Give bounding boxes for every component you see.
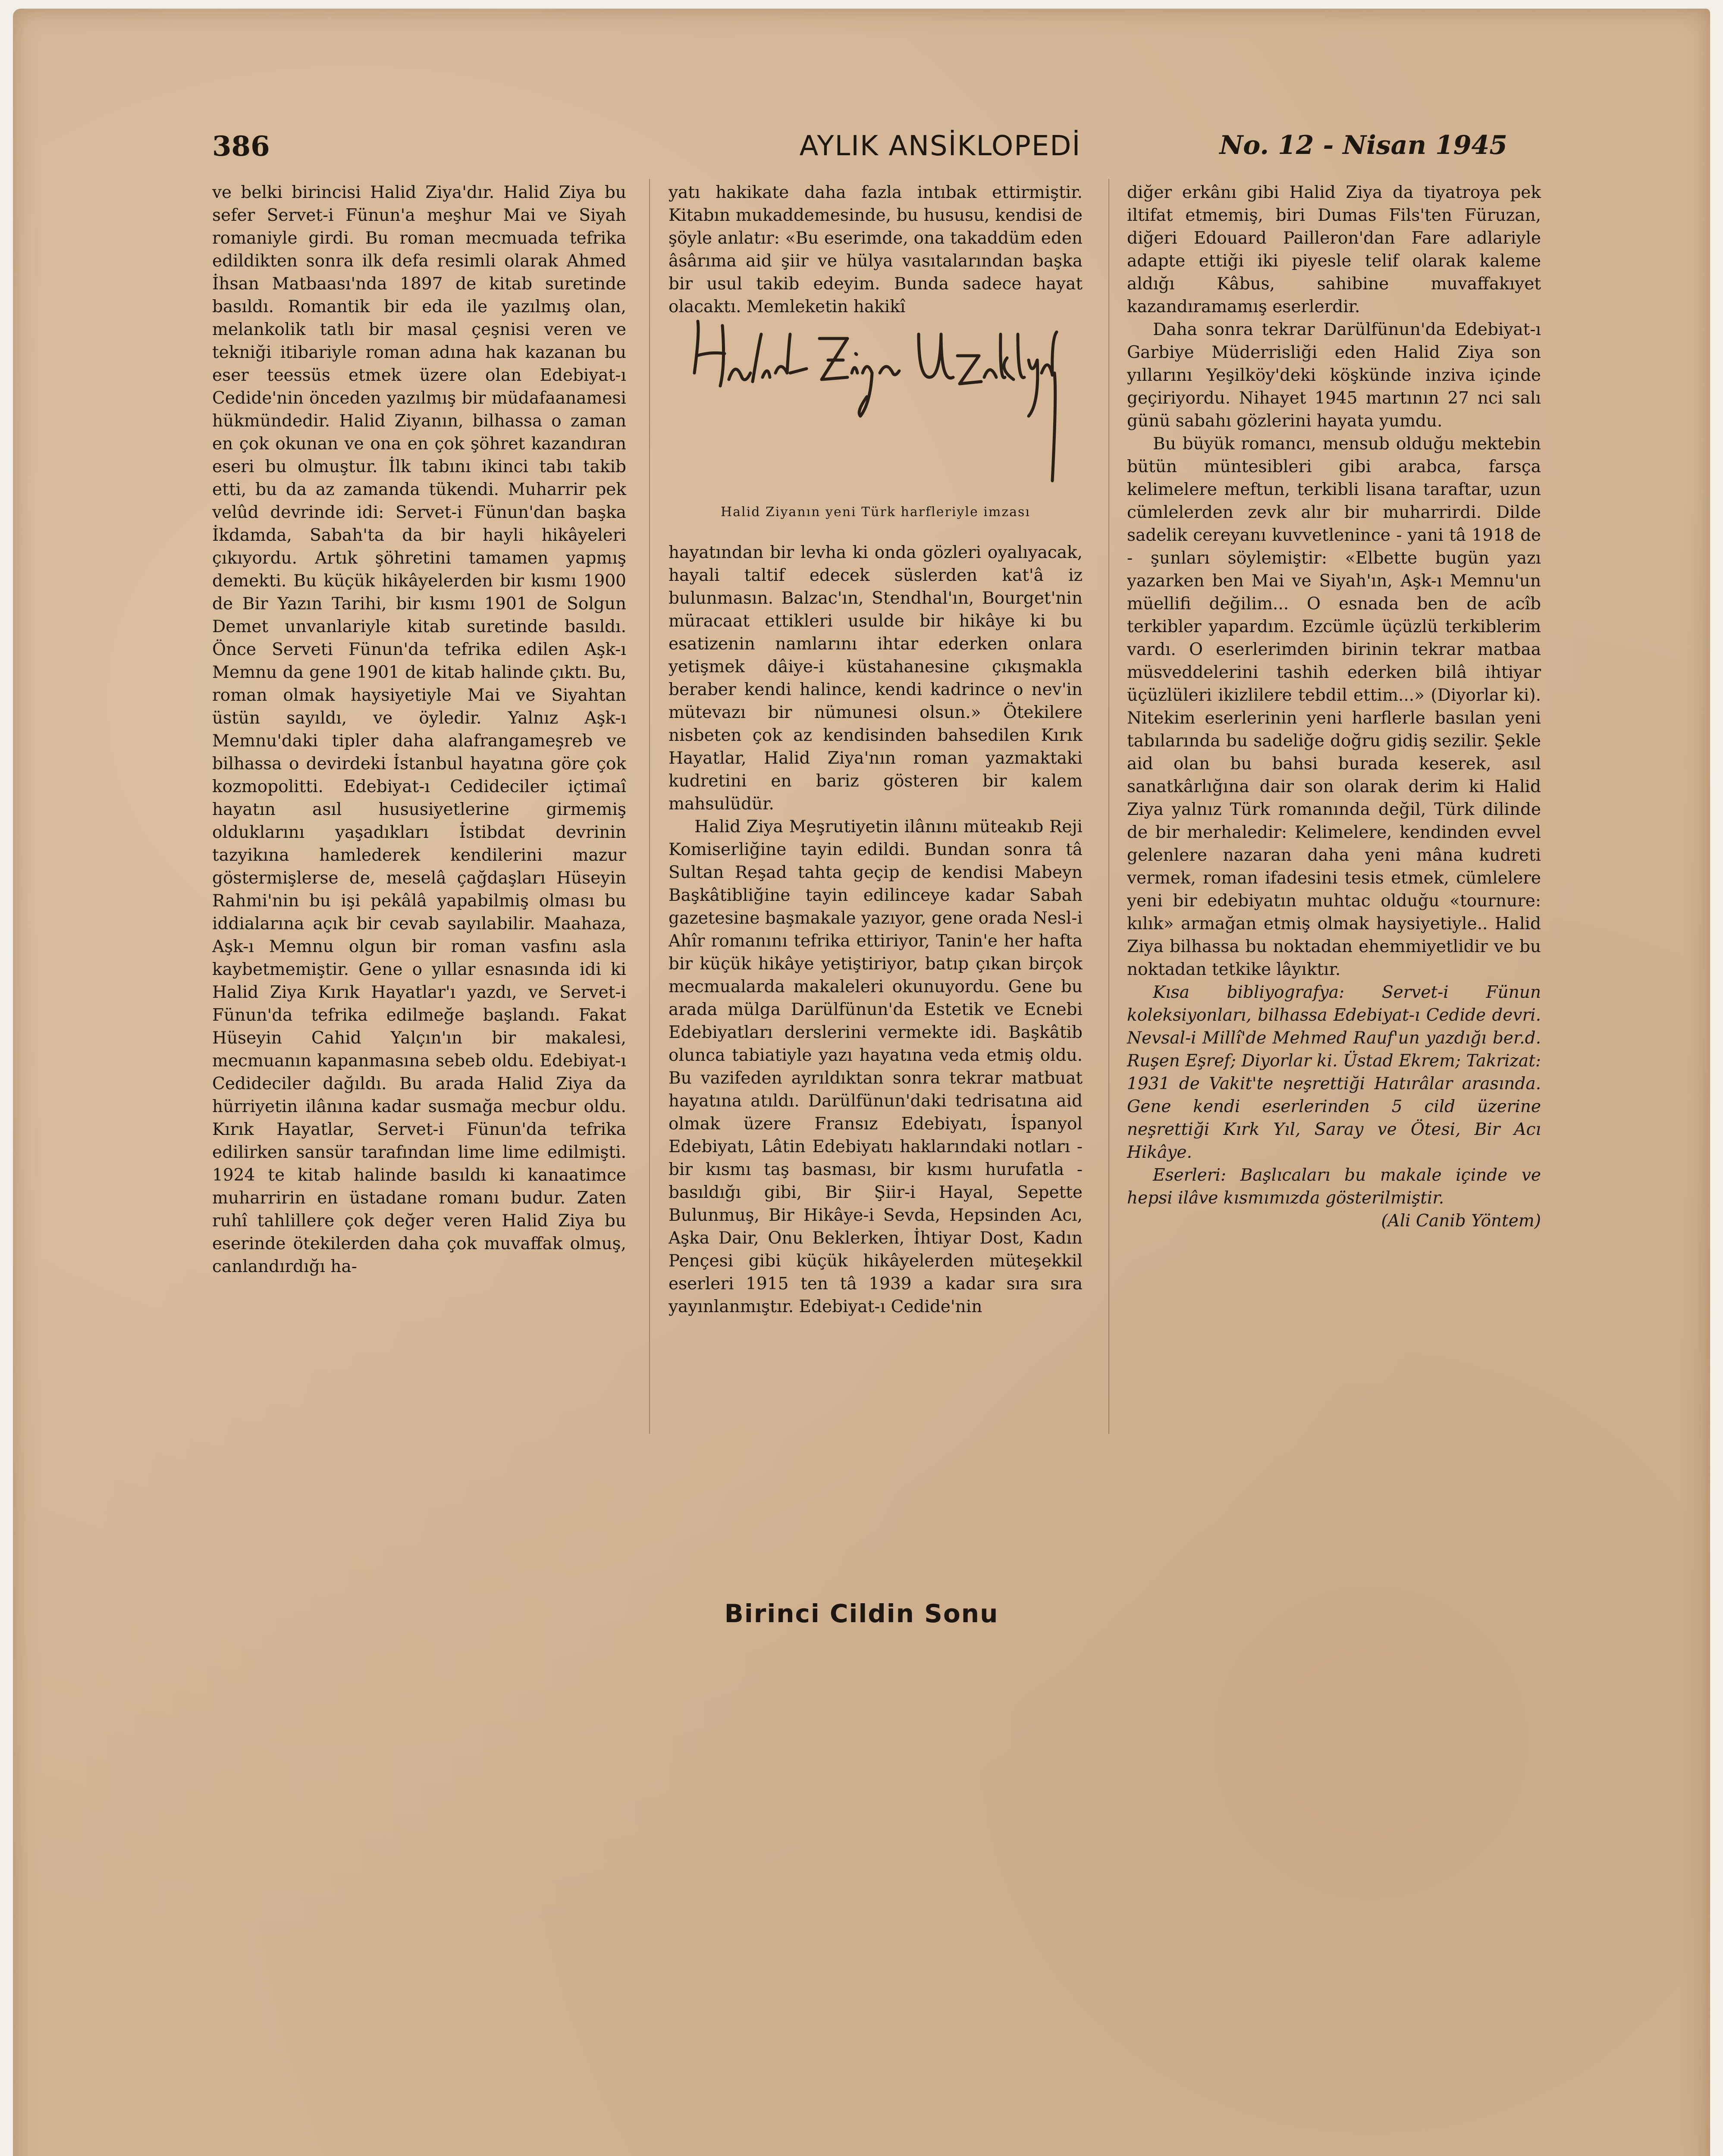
- column-2-continued: [668, 541, 1083, 1318]
- issue-label: No. 12 - Nisan 1945: [1219, 130, 1507, 160]
- paragraph: Halid Ziya Meşrutiyetin ilânını müteakıb Reji Komiserliğine tayin edildi. Bundan sonra tâ Sultan Reşad tahta geçip de kendisi Mabeyn Başkâtibliğine tayin edilinceye kadar Sabah gazetesine başmakale yazıyor, gene orada Nesl-i Ahîr romanını tefrika ettiriyor, Tanin'e her hafta bir küçük hikâye yetiştiriyor, batıp çıkan birçok mecmualarda makaleleri okunuyordu. Gene bu arada mülga Darülfünun'da Estetik ve Ecnebi Edebiyatları derslerini vermekte idi. Başkâtib olunca tabiatiyle yazı hayatına veda etmiş oldu. Bu vazifeden ayrıldıktan sonra tekrar matbuat hayatına atıldı. Darülfünun'daki tedrisatına aid olmak üzere Fransız Edebiyatı, İspanyol Edebiyatı, Lâtin Edebiyatı haklarındaki notları - bir kısmı taş basması, bir kısmı hurufatla - basıldığı gibi, Bir Şiir-i Hayal, Sepette Bulunmuş, Bir Hikâye-i Sevda, Hepsinden Acı, Aşka Dair, Onu Beklerken, İhtiyar Dost, Kadın Pençesi gibi küçük hikâyelerden müteşekkil eserleri 1915 ten tâ 1939 a kadar sıra sıra yayınlanmıştır. Edebiyat-ı Cedide'nin: [668, 817, 1083, 1316]
- page-number: 386: [212, 130, 270, 163]
- bibliography-text: Eserleri: Başlıcaları bu makale içinde ve hepsi ilâve kısmımızda gösterilmiştir.: [1127, 1166, 1541, 1208]
- column-3: [1127, 181, 1541, 1232]
- column-divider: [649, 179, 650, 1434]
- paragraph: yatı hakikate daha fazla intıbak ettirmiştir. Kitabın mukaddemesinde, bu hususu, kendisi de şöyle anlatır: «Bu eserimde, ona takaddüm eden âsârıma aid şiir ve hülya vasıtalarından başka bir usul takib edeyim. Bunda sadece hayat olacaktı. Memleketin hakikî: [668, 183, 1083, 317]
- paragraph: Bu büyük romancı, mensub olduğu mektebin bütün müntesibleri gibi arabca, farsça kelimelere meftun, terkibli lisana taraftar, uzun cümlelerden zevk alır bir muharrirdi. Dilde sadelik cereyanı kuvvetlenince - yani tâ 1918 de - şunları söylemiştir: «Elbette bugün yazı yazarken ben Mai ve Siyah'ın, Aşk-ı Memnu'un müellifi değilim... O esnada ben de acîb terkibler yapardım. Ezcümle üçüzlü terkiblerim vardı. O eserlerimden birinin tekrar matbaa müsveddelerini tashih ederken bilâ ihtiyar üçüzlüleri ikizlilere tebdil ettim...» (Diyorlar ki). Nitekim eserlerinin yeni harflerle basılan yeni tabılarında bu sadeliğe doğru gidiş sezilir. Şekle aid olan bu bahsi burada keserek, asıl sanatkârlığına dair son olarak derim ki Halid Ziya yalnız Türk romanında değil, Türk dilinde de bir merhaledir: Kelimelere, kendinden evvel gelenlere nazaran daha yeni mâna kudreti vermek, roman ifadesini tesis etmek, cümlelere yeni bir edebiyatın muhtac olduğu «tournure: kılık» armağan etmiş olmak haysiyetiyle.. Halid Ziya bilhassa bu noktadan ehemmiyetlidir ve bu noktadan tetkike lâyıktır.: [1127, 434, 1541, 979]
- bibliography: [1127, 981, 1541, 1210]
- volume-end-note: Birinci Cildin Sonu: [724, 1599, 999, 1628]
- paragraph: diğer erkânı gibi Halid Ziya da tiyatroya pek iltifat etmemiş, biri Dumas Fils'ten Füruzan, diğeri Edouard Pailleron'dan Fare adlariyle adapte ettiği iki piyesle telif olarak kaleme aldığı Kâbus, sahibine muvaffakıyet kazandıramamış eserlerdir.: [1127, 183, 1541, 317]
- signature-drawing: [677, 308, 1074, 498]
- paragraph: hayatından bir levha ki onda gözleri oyalıyacak, hayali taltif edecek süslerden kat'â iz bulunmasın. Balzac'ın, Stendhal'ın, Bourget'nin müracaat ettikleri usulde bir hikâye ki bu esatizenin namlarını ihtar ederken onlara yetişmek dâiye-i küstahanesine çıkışmakla beraber kendi halince, kendi kadrince o nev'in mütevazı bir nümunesi olsun.» Ötekilere nisbeten çok az kendisinden bahsedilen Kırık Hayatlar, Halid Ziya'nın roman yazmaktaki kudretini en bariz gösteren bir kalem mahsulüdür.: [668, 543, 1083, 814]
- paragraph: Daha sonra tekrar Darülfünun'da Edebiyat-ı Garbiye Müderrisliği eden Halid Ziya son yıllarını Yeşilköy'deki köşkünde inziva içinde geçiriyordu. Nihayet 1945 martının 27 nci salı günü sabahı gözlerini hayata yumdu.: [1127, 320, 1541, 431]
- paragraph: ve belki birincisi Halid Ziya'dır. Halid Ziya bu sefer Servet-i Fünun'a meşhur Mai ve Siyah romaniyle girdi. Bu roman mecmuada tefrika edildikten sonra ilk defa resimli olarak Ahmed İhsan Matbaası'nda 1897 de kitab suretinde basıldı. Romantik bir eda ile yazılmış olan, melankolik tatlı bir masal çeşnisi veren ve tekniği itibariyle roman adına hak kazanan bu eser teessüs etmek üzere olan Edebiyat-ı Cedide'nin önceden yazılmış bir müdafaanamesi hükmündedir. Halid Ziyanın, bilhassa o zaman en çok okunan ve ona en çok şöhret kazandıran eseri bu olmuştur. İlk tabını ikinci tabı takib etti, bu da az zamanda tükendi. Muharrir pek velûd devrinde idi: Servet-i Fünun'dan başka İkdamda, Sabah'ta da bir hayli hikâyeleri çıkıyordu. Artık şöhretini tamamen yapmış demekti. Bu küçük hikâyelerden bir kısmı 1900 de Bir Yazın Tarihi, bir kısmı 1901 de Solgun Demet unvanlariyle kitab suretinde basıldı. Önce Serveti Fünun'da tefrika edilen Aşk-ı Memnu da gene 1901 de kitab halinde çıktı. Bu, roman olmak haysiyetiyle Mai ve Siyahtan üstün sayıldı, ve öyledir. Yalnız Aşk-ı Memnu'daki tipler daha alafrangameşreb ve bilhassa o devirdeki İstanbul hayatına göre çok kozmopolitti. Edebiyat-ı Cedideciler içtimaî hayatın asıl hususiyetlerine girmemiş olduklarını yaşadıkları İstibdat devrinin tazyikına hamlederek kendilerini mazur göstermişlerse de, meselâ çağdaşları Hüseyin Rahmi'nin bu işi pekâlâ yapabilmiş olması bu iddialarına açık bir cevab sayılabilir. Maahaza, Aşk-ı Memnu olgun bir roman vasfını asla kaybetmemiştir. Gene o yıllar esnasında idi ki Halid Ziya Kırık Hayatlar'ı yazdı, ve Servet-i Fünun'da tefrika edilmeğe başlandı. Fakat Hüseyin Cahid Yalçın'ın bir makalesi, mecmuanın kapanmasına sebeb oldu. Edebiyat-ı Cedideciler dağıldı. Bu arada Halid Ziya da hürriyetin ilânına kadar susmağa mecbur oldu. Kırık Hayatlar, Servet-i Fünun'da tefrika edilirken sansür tarafından lime lime edilmişti. 1924 te kitab halinde basıldı ki kanaatimce muharririn en üstadane romanı budur. Zaten ruhî tahlillere çok değer veren Halid Ziya bu eserinde ötekilerden daha çok muvaffak olmuş, canlandırdığı ha-: [212, 183, 626, 1276]
- signature-caption: Halid Ziyanın yeni Türk harfleriyle imzası: [720, 505, 1031, 520]
- bibliography-text: Kısa bibliyografya: Servet-i Fünun koleksiyonları, bilhassa Edebiyat-ı Cedide devri. Nevsal-i Millî'de Mehmed Rauf'un yazdığı ber.d. Ruşen Eşref; Diyorlar ki. Üstad Ekrem; Takrizat: 1931 de Vakit'te neşrettiği Hatırâlar arasında. Gene kendi eserlerinden 5 cild üzerine neşrettiği Kırk Yıl, Saray ve Ötesi, Bir Acı Hikâye.: [1127, 983, 1541, 1162]
- column-1: [212, 181, 626, 1278]
- journal-title: AYLIK ANSİKLOPEDİ: [799, 130, 1081, 162]
- author-credit: (Ali Canib Yöntem): [1381, 1211, 1541, 1231]
- page-header: [13, 130, 1710, 169]
- column-divider: [1108, 179, 1109, 1434]
- signature-image: [677, 308, 1074, 498]
- page-sheet: [13, 9, 1710, 2156]
